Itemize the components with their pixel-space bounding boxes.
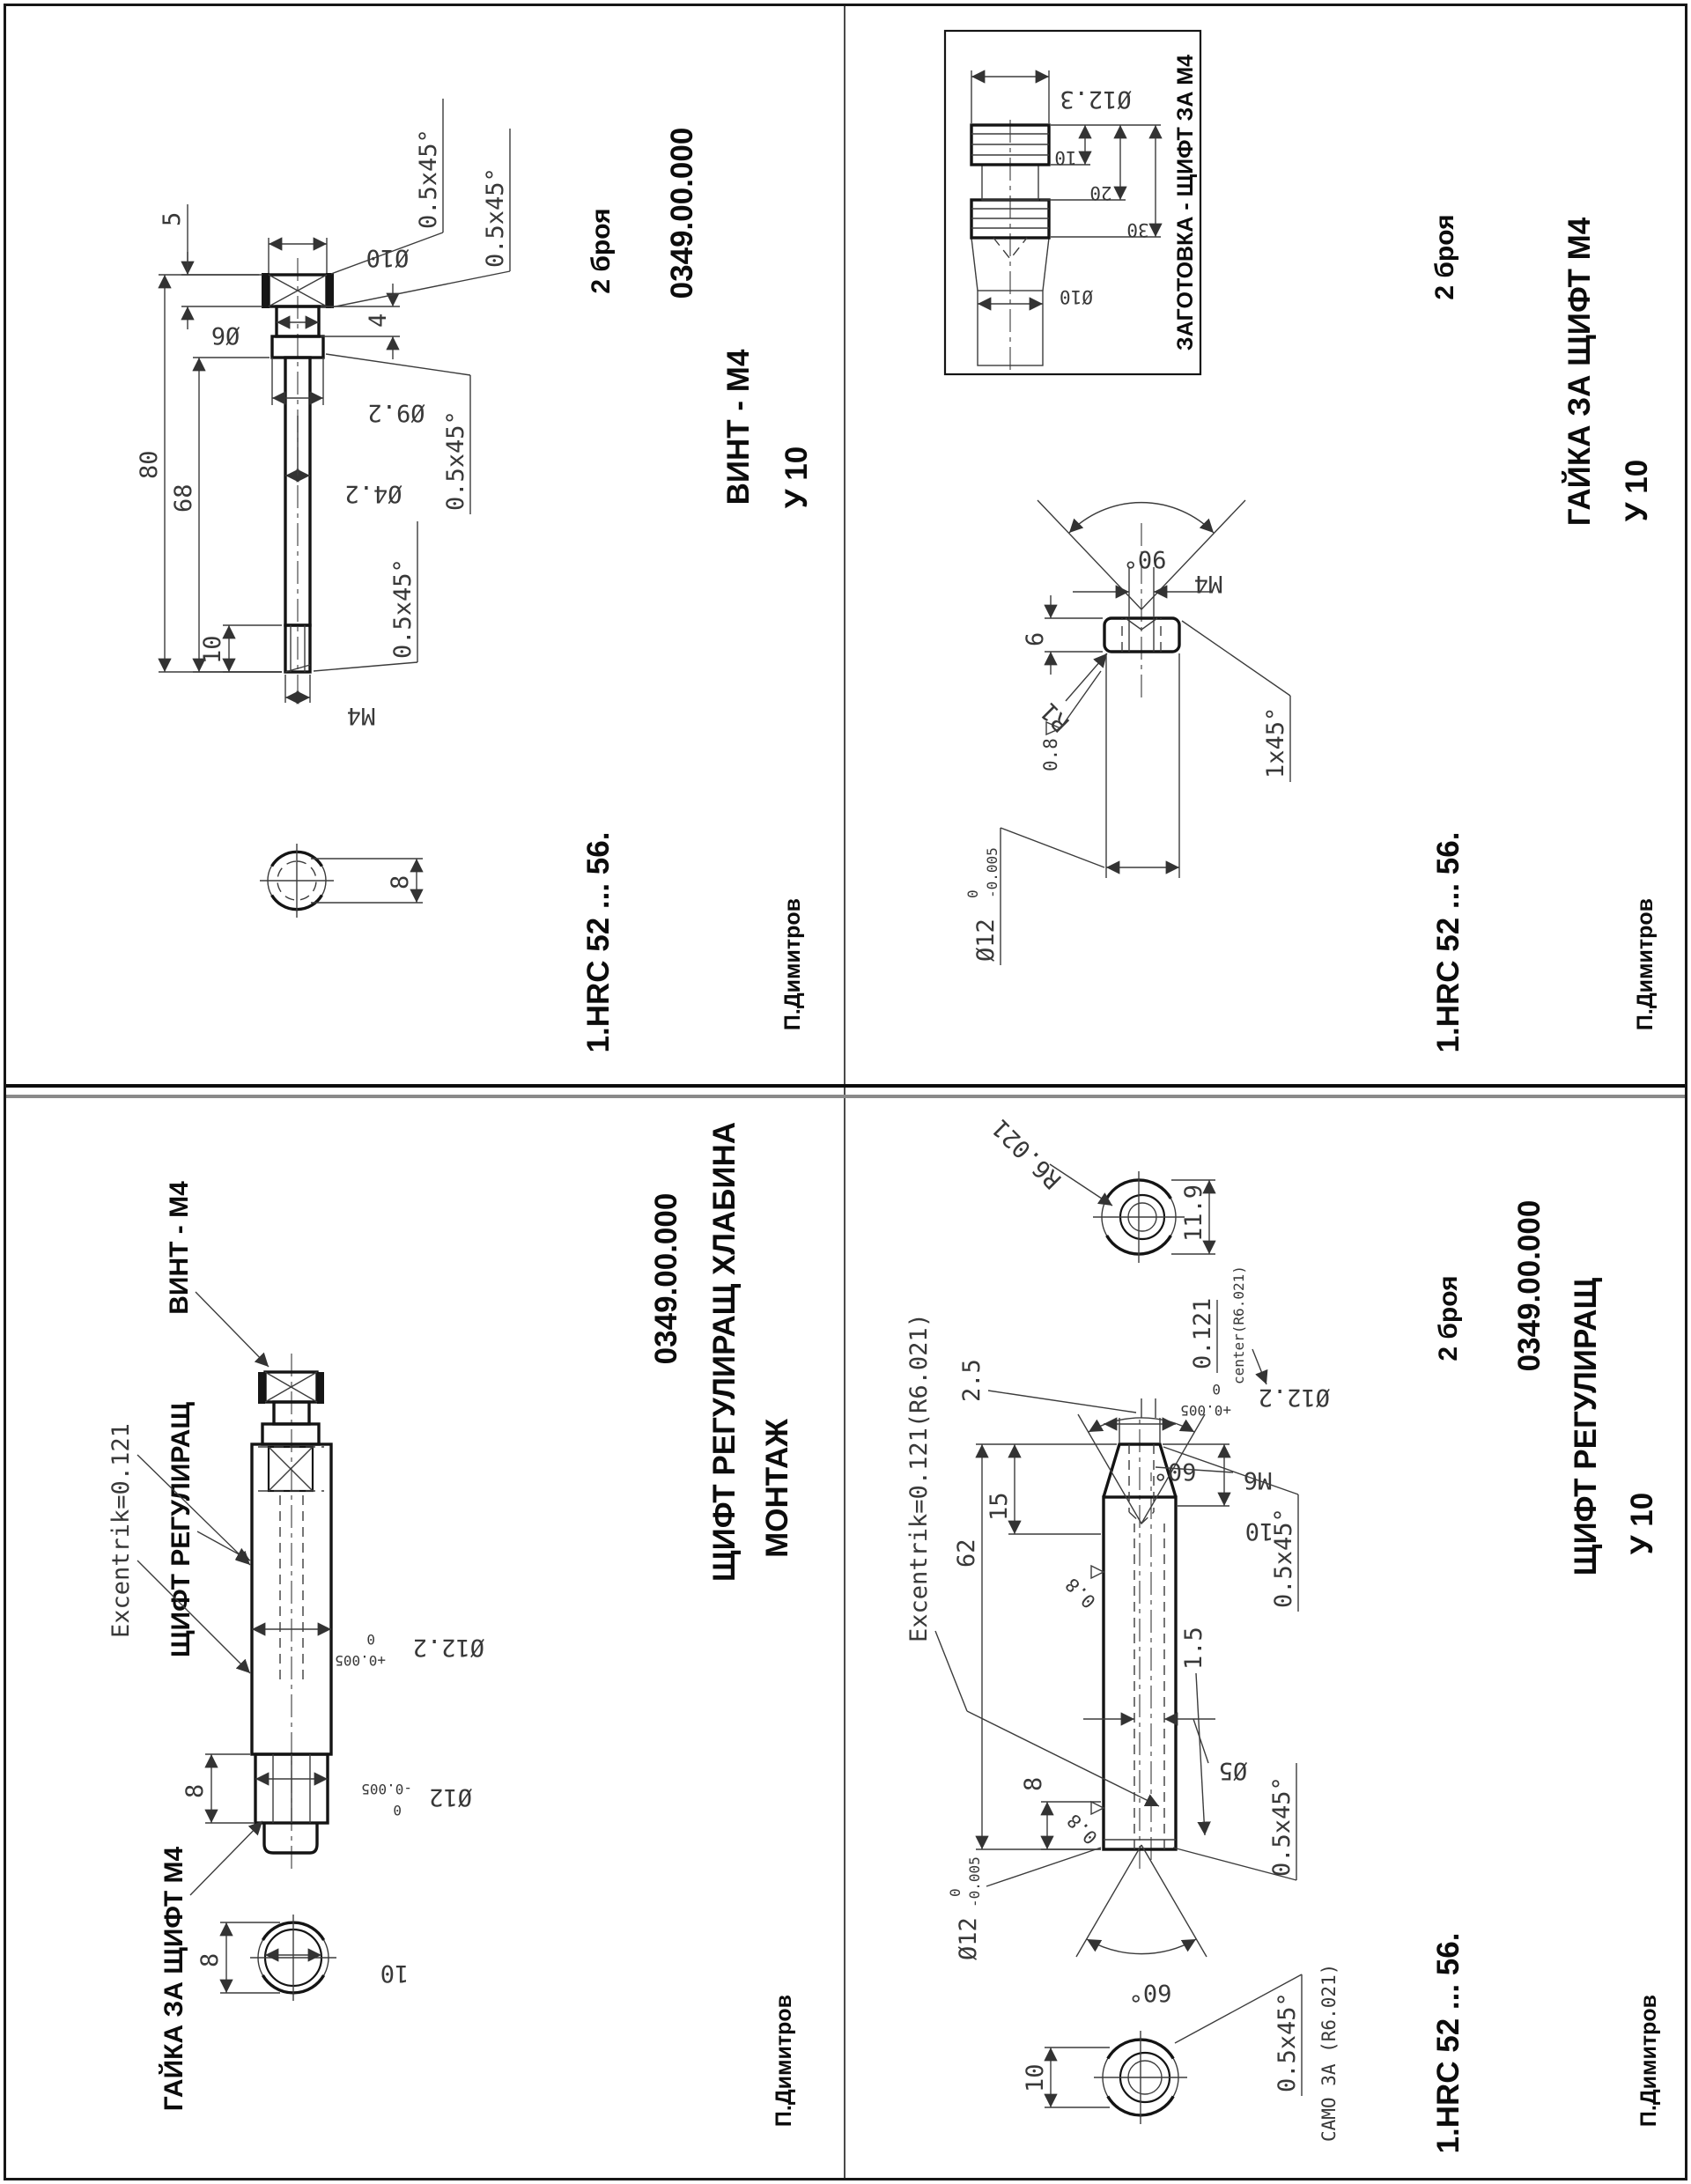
- dim-flange-dia: Ø9.2: [367, 399, 425, 426]
- bl-author: П.Димитров: [772, 1994, 796, 2128]
- center-note: center(R6.021): [1230, 1265, 1247, 1384]
- dim-8: 8: [1020, 1776, 1047, 1791]
- dim-step-1-5: [1180, 1627, 1207, 1835]
- dim-d122-hi: +0.005: [1180, 1402, 1231, 1419]
- tl-part-no: 0349.00.000: [665, 127, 699, 299]
- quadrant-assembly-montage: [7, 1099, 846, 2177]
- chamfer-d: 0.5x45°: [389, 558, 417, 659]
- dim-d122-lo: 0: [1212, 1381, 1221, 1398]
- dim-hole-dia-5: [1083, 1719, 1247, 1784]
- dim-119: 11.9: [1180, 1184, 1207, 1242]
- dim-60b: 60°: [1128, 1979, 1172, 2006]
- rotated-canvas-bl: [7, 1099, 846, 2177]
- quadrant-pin-shift-regulirasht: [846, 1099, 1684, 2177]
- tr-note: 1.HRC 52 ... 56.: [1431, 831, 1466, 1053]
- dim-nut-dia-12: [255, 1779, 472, 1819]
- finish-0-8: 0.8: [1040, 738, 1061, 771]
- dim-hole-15: [986, 1444, 1101, 1534]
- tr-grade: У 10: [1620, 459, 1654, 522]
- dim-rod-dia: [978, 286, 1093, 307]
- dim-d12b: Ø12: [955, 1917, 982, 1960]
- dimension-shaft-dia-4-2: [285, 416, 402, 507]
- quadrant-nut-gaika: [846, 7, 1684, 1085]
- chamfer-callout-d: [314, 521, 417, 671]
- inset-title: ЗАГОТОВКА - ЩИФТ ЗА М4: [1173, 54, 1198, 351]
- pin-side-view: [1104, 1420, 1176, 1869]
- dim-d12-2-lo: 0: [366, 1631, 375, 1648]
- ecc-br: Excentrik=0.121(R6.021): [905, 1313, 933, 1642]
- dim-end-dia-10: [265, 1955, 409, 1987]
- chamfer-callout-1x45: [1182, 621, 1290, 782]
- dim-ch-u: 0.5x45°: [1270, 1508, 1297, 1608]
- br-grade: У 10: [1625, 1492, 1659, 1555]
- horizontal-divider-gray: [6, 1095, 1685, 1098]
- dim-d12-lo: -0.005: [984, 847, 1001, 898]
- dimension-head-dia-10: [269, 238, 409, 273]
- dim-68: 68: [170, 483, 197, 513]
- br-qty: 2 броя: [1434, 1275, 1463, 1361]
- dim-15: 15: [986, 1492, 1013, 1521]
- tl-grade: У 10: [779, 446, 814, 509]
- dim-dia-bot-12: [947, 1848, 1101, 1960]
- bl-part-no: 0349.00.000: [649, 1192, 683, 1365]
- dim-blank-dia: [971, 70, 1132, 123]
- dim-af-8: 8: [387, 874, 414, 889]
- dim-m4: M4: [346, 702, 376, 729]
- dim-d12-hi: 0: [964, 889, 981, 898]
- bl-title-2: МОНТАЖ: [760, 1419, 794, 1558]
- chamfer-c: 0.5x45°: [442, 410, 469, 511]
- dim-neck-dia: Ø6: [210, 321, 240, 349]
- dim-thickness-6: [1022, 595, 1103, 675]
- screw-end-view: [260, 844, 334, 918]
- dim-d12-hi: 0: [393, 1802, 402, 1819]
- tr-title: ГАЙКА ЗА ЩИФТ М4: [1562, 217, 1597, 527]
- dim-10: 10: [199, 635, 226, 664]
- chamfer-a: 0.5x45°: [415, 129, 442, 229]
- dimension-overall-80: [136, 275, 282, 672]
- assembly-side-view: [252, 1349, 331, 1869]
- dim-5: 5: [159, 211, 186, 226]
- dim-d12: Ø12: [972, 919, 1000, 962]
- dim-80: 80: [136, 450, 163, 479]
- dim-af8: 8: [196, 1952, 224, 1967]
- tr-author: П.Димитров: [1633, 897, 1658, 1031]
- dim-6: 6: [1022, 631, 1049, 646]
- dim-dia-top-12-2: [1104, 1381, 1330, 1442]
- ecc-text: Excentrik=0.121: [107, 1423, 135, 1638]
- label-pin: [166, 1402, 250, 1657]
- dim-10t: 10: [1244, 1517, 1274, 1545]
- dim-1x45: 1x45°: [1262, 706, 1289, 778]
- dim-thread-m4: [1073, 567, 1222, 616]
- screw-drawing: [7, 7, 846, 1085]
- dim-ch-l: 0.5x45°: [1268, 1776, 1296, 1877]
- eccentric-note-br: [905, 1313, 1159, 1806]
- rotated-canvas-br: [846, 1099, 1684, 2177]
- blank-inset: [945, 31, 1200, 374]
- dimension-thread-length-10: [199, 625, 282, 672]
- dim-b30: 30: [1126, 219, 1149, 240]
- nut-drawing: [846, 7, 1684, 1085]
- quadrant-screw-vint-m4: [7, 7, 846, 1085]
- rotated-canvas-tl: [7, 7, 846, 1085]
- dim-d5: Ø5: [1218, 1757, 1248, 1784]
- dim-r6021: R6.021: [986, 1113, 1067, 1194]
- rotated-canvas-tr: [846, 7, 1684, 1085]
- dim-2-5: [958, 1359, 1156, 1418]
- dim-m6: M6: [1243, 1466, 1273, 1494]
- dim-dia-12: [964, 653, 1179, 965]
- pin-drawing: [846, 1099, 1684, 2177]
- dim-m4: M4: [1193, 570, 1223, 597]
- dim-b-d10: Ø10: [1060, 286, 1093, 307]
- dim-0121: 0.121: [1189, 1297, 1216, 1369]
- dim-ch-e: 0.5x45°: [1274, 1992, 1301, 2092]
- pin-top-end-view: [1093, 1171, 1185, 1263]
- dim-blank-10: [1051, 125, 1161, 168]
- dimension-flange-dia-9-2: [272, 358, 425, 426]
- tr-qty: 2 броя: [1430, 214, 1459, 300]
- dim-d12: Ø12: [429, 1783, 472, 1811]
- dim-end10: 10: [380, 1959, 410, 1987]
- br-author: П.Димитров: [1636, 1994, 1661, 2128]
- offset-note: [1189, 1265, 1266, 1384]
- only-note: САМО ЗА (R6.021): [1318, 1963, 1340, 2142]
- dim-4: 4: [365, 313, 392, 328]
- dim-d12b-hi: 0: [947, 1888, 964, 1897]
- dim-d12-3: Ø12.3: [1060, 85, 1132, 113]
- dim-shaft-dia: Ø4.2: [344, 480, 402, 507]
- horizontal-divider-black: [6, 1084, 1685, 1088]
- dim-d12-2: Ø12.2: [412, 1634, 484, 1661]
- dim-nut-length-8: [181, 1754, 254, 1823]
- pin-bottom-end-view: [1094, 2031, 1187, 2124]
- dim-head-dia: Ø10: [366, 244, 410, 271]
- dim-d12-lo: -0.005: [361, 1781, 412, 1797]
- tl-title: ВИНТ - М4: [721, 349, 756, 505]
- dim-b20: 20: [1089, 182, 1112, 203]
- tl-author: П.Димитров: [780, 897, 805, 1031]
- label-pin: ЩИФТ РЕГУЛИРАЩ: [166, 1401, 196, 1658]
- assembly-end-view: [250, 1915, 336, 2001]
- dimension-thread-m4: [285, 675, 375, 729]
- finish-2: 0.8: [1063, 1810, 1102, 1848]
- surface-finish-top: [1061, 1566, 1104, 1612]
- br-part-no: 0349.00.000: [1512, 1199, 1547, 1372]
- surface-finish-bottom: [1063, 1802, 1104, 1848]
- radius-callout-r6021: [987, 1114, 1112, 1206]
- bl-title-1: ЩИФТ РЕГУЛИРАЩ ХЛАБИНА: [707, 1121, 742, 1583]
- dim-90: 90°: [1123, 545, 1167, 572]
- label-screw: [165, 1181, 269, 1367]
- dim-15s: 1.5: [1180, 1627, 1207, 1670]
- dim-end10: 10: [1022, 2063, 1049, 2092]
- dimension-head-length-5: [159, 204, 262, 329]
- dim-r1: R1: [1035, 697, 1075, 737]
- vertical-divider: [844, 6, 846, 2178]
- dim-62: 62: [953, 1538, 980, 1568]
- dim-b10: 10: [1054, 147, 1077, 168]
- br-title: ЩИФТ РЕГУЛИРАЩ: [1569, 1277, 1603, 1576]
- dim-25: 2.5: [958, 1359, 986, 1402]
- chamfer-b: 0.5x45°: [482, 167, 509, 268]
- chamfer-end: [1175, 1974, 1302, 2096]
- dim-8: 8: [181, 1783, 209, 1798]
- dim-angle-bot-60: [1076, 1845, 1207, 2006]
- label-nut: ГАЙКА ЗА ЩИФТ М4: [159, 1846, 188, 2112]
- label-vint-m4: ВИНТ - М4: [165, 1181, 194, 1315]
- br-note: 1.HRC 52 ... 56.: [1431, 1932, 1466, 2154]
- dim-60t: 60°: [1153, 1457, 1197, 1485]
- dim-body-dia-12-2: [252, 1629, 484, 1669]
- dim-d12b-lo: -0.005: [966, 1856, 983, 1907]
- dim-d12-2-hi: +0.005: [335, 1652, 386, 1669]
- tl-note: 1.HRC 52 ... 56.: [581, 831, 616, 1053]
- assembly-drawing: [7, 1099, 846, 2177]
- finish-1: 0.8: [1061, 1574, 1100, 1612]
- dim-d122: Ø12.2: [1258, 1383, 1330, 1411]
- tl-qty: 2 броя: [587, 208, 616, 294]
